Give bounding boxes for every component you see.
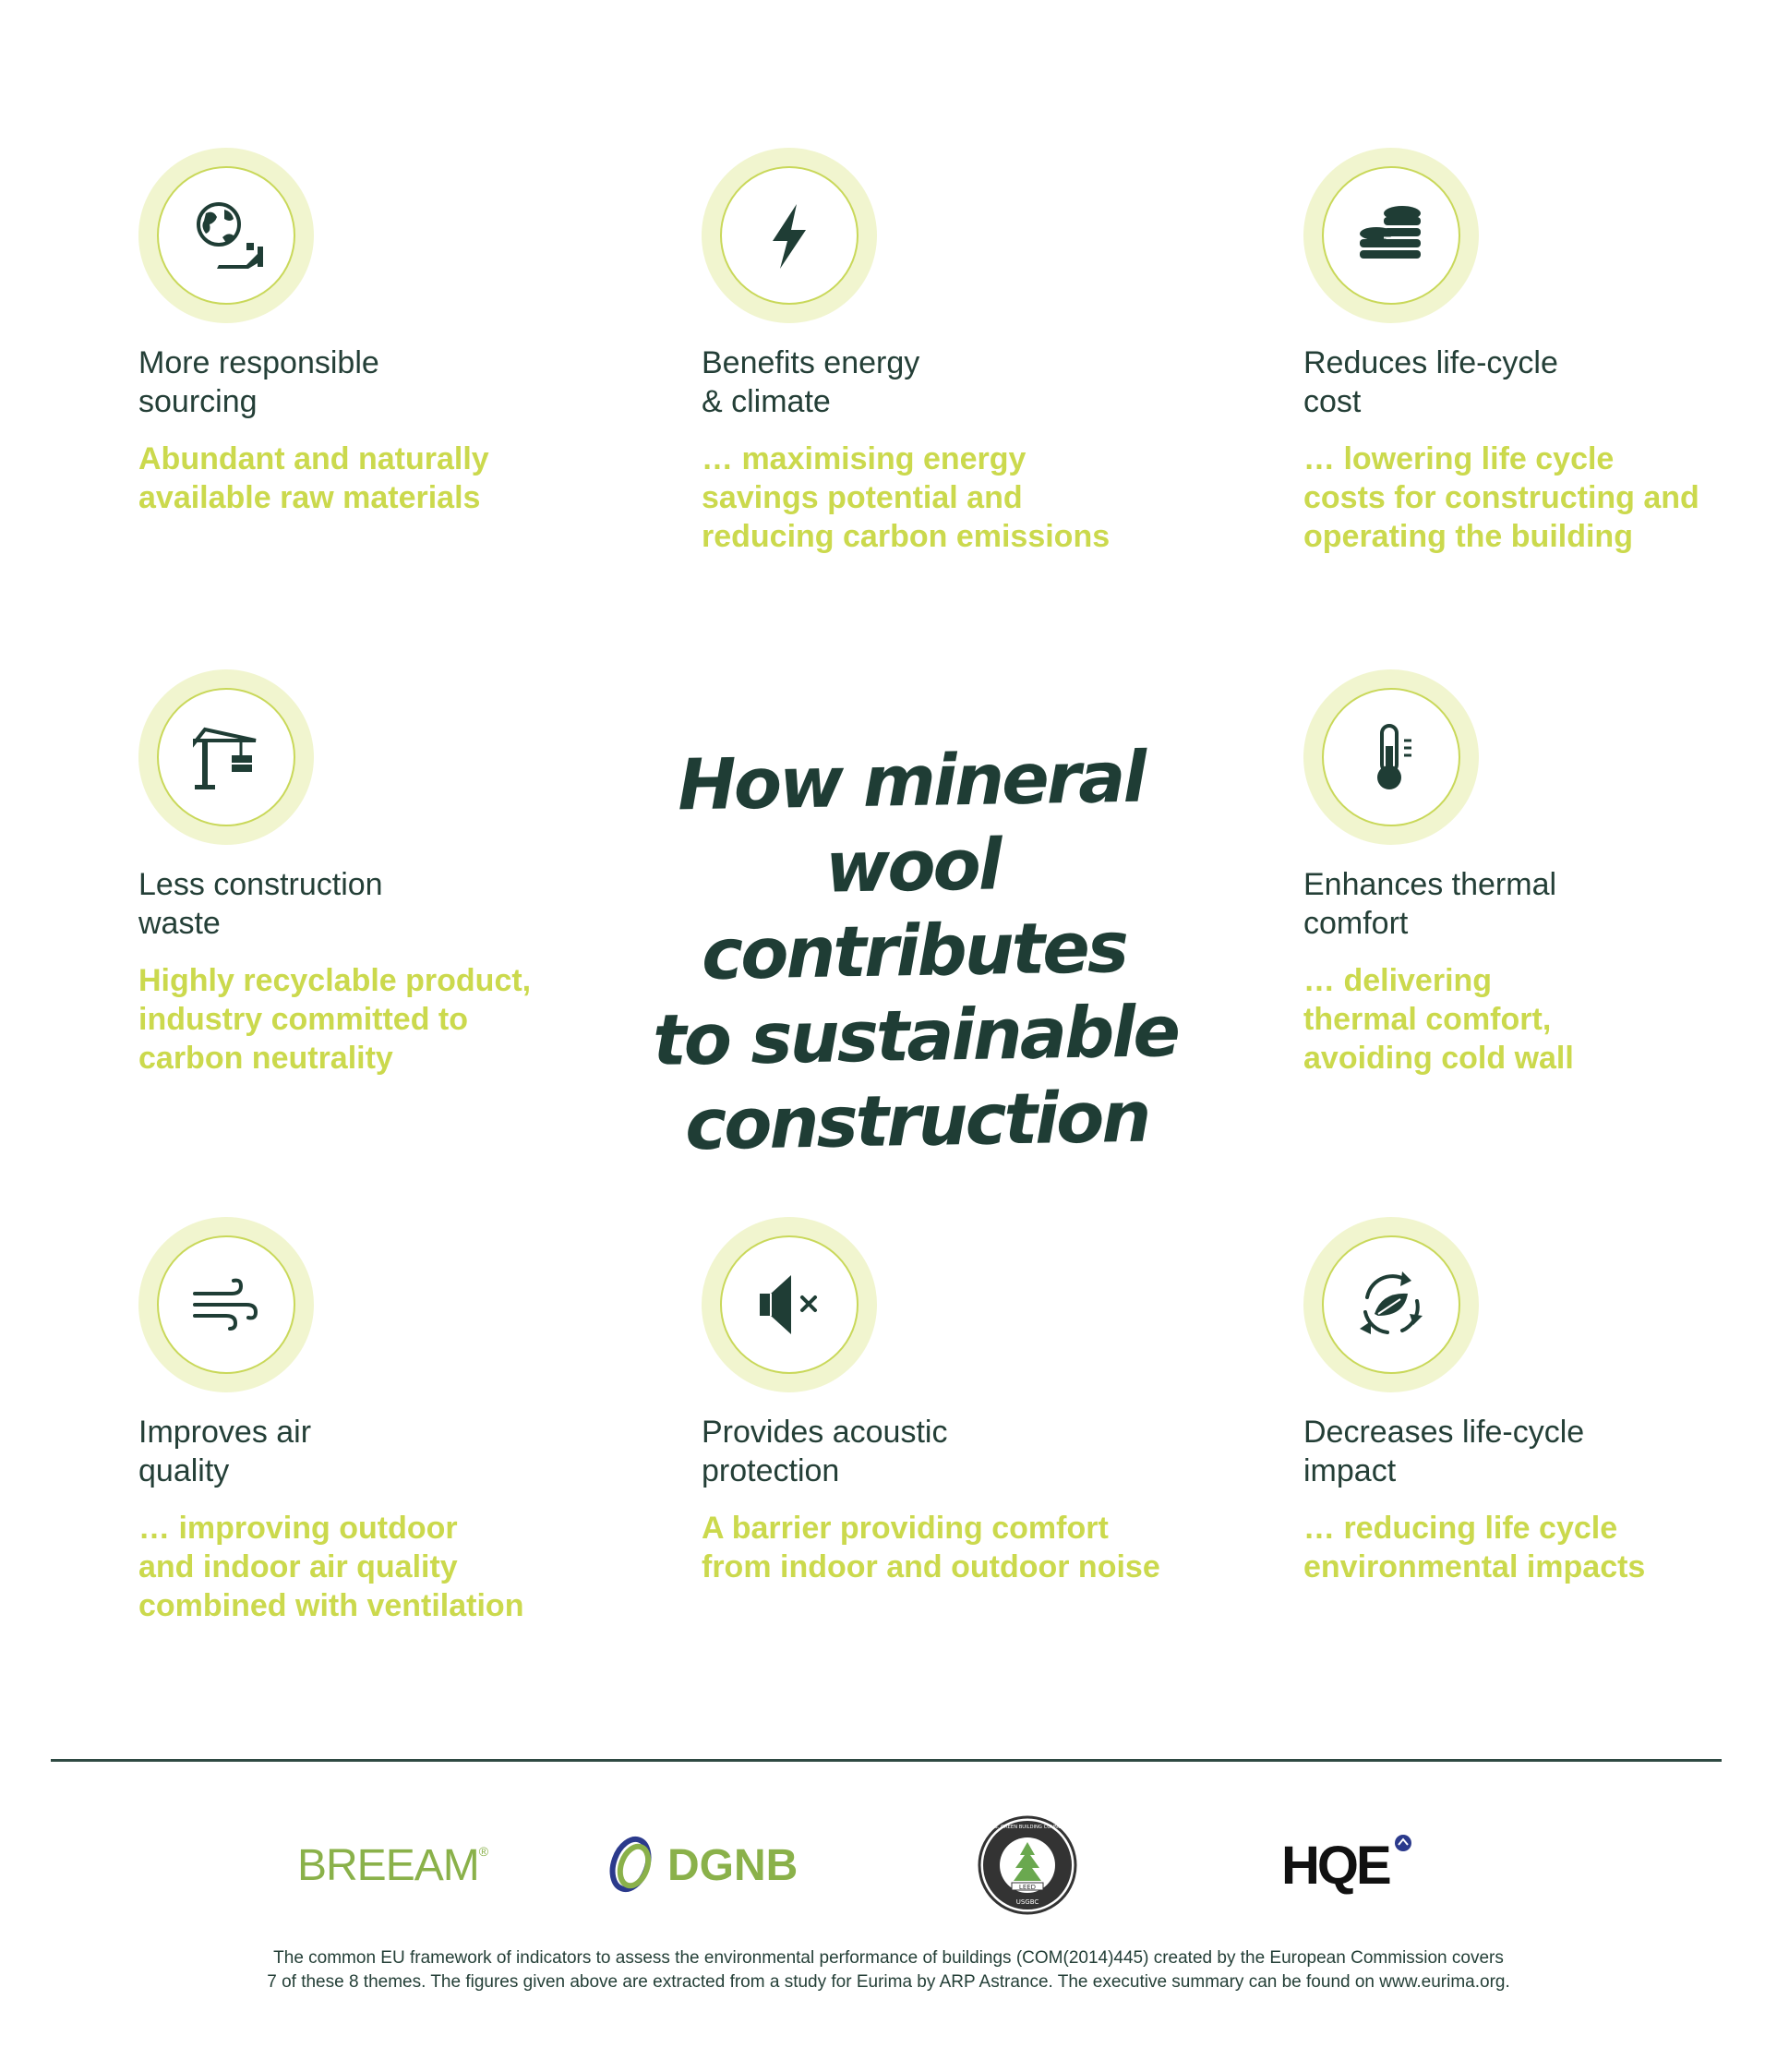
feature-description: … lowering life cycle costs for constructing and operating the building [1303, 441, 1699, 554]
feature-air-quality [138, 1217, 600, 1625]
feature-description: … maximising energy savings potential and reducing carbon emissions [702, 441, 1111, 554]
hqe-mark-icon [1393, 1833, 1413, 1853]
feature-responsible-sourcing [138, 148, 600, 517]
icon-badge [1303, 1217, 1479, 1392]
breeam-logo-text: BREEAM [297, 1840, 479, 1890]
icon-badge [138, 669, 314, 845]
feature-description: … delivering thermal comfort, avoiding cold wall [1303, 963, 1574, 1076]
icon-badge [138, 1217, 314, 1392]
hqe-logo-text: HQE [1281, 1835, 1389, 1896]
leed-ring-text: U.S. GREEN BUILDING COUNCIL [989, 1825, 1066, 1830]
feature-title: Less construction waste [138, 867, 383, 941]
breeam-registered-mark: ® [478, 1844, 489, 1859]
thermometer-icon [1347, 713, 1435, 801]
feature-description: Abundant and naturally available raw materials [138, 441, 489, 515]
feature-title: Benefits energy & climate [702, 345, 920, 419]
feature-title: Improves air quality [138, 1415, 312, 1488]
lightning-icon [745, 191, 834, 280]
icon-badge [1303, 669, 1479, 845]
feature-description: A barrier providing comfort from indoor and outdoor noise [702, 1511, 1160, 1584]
page-title: How mineral wool contributes to sustainable construction [652, 735, 1179, 1166]
leed-usgbc-label: USGBC [1015, 1898, 1039, 1906]
feature-acoustic-protection [702, 1217, 1163, 1586]
leed-logo [977, 1814, 1078, 1916]
hqe-logo [1281, 1814, 1413, 1916]
feature-title: Provides acoustic protection [702, 1415, 948, 1488]
feature-life-cycle-impact [1303, 1217, 1765, 1586]
divider [51, 1759, 1722, 1762]
leed-seal-icon [977, 1814, 1078, 1916]
leed-label: LEED [1018, 1884, 1037, 1891]
feature-description: Highly recyclable product, industry committed to carbon neutrality [138, 963, 532, 1076]
icon-badge [702, 1217, 877, 1392]
feature-title: Reduces life-cycle cost [1303, 345, 1558, 419]
feature-description: … improving outdoor and indoor air quality combined with ventilation [138, 1511, 524, 1623]
dgnb-logo [605, 1814, 798, 1916]
recycle-leaf-icon [1347, 1260, 1435, 1349]
dgnb-swirl-icon [605, 1833, 658, 1897]
feature-description: … reducing life cycle environmental impacts [1303, 1511, 1646, 1584]
footnote: The common EU framework of indicators to assess the environmental performance of buildings (COM(2014)445) created by the European Commission covers 7 of these 8 themes. The figures given above are extracted from a study for Eurima by ARP Astrance. The executive summary can be found on www.eurima.org. [267, 1948, 1510, 1992]
feature-life-cycle-cost [1303, 148, 1765, 556]
icon-badge [702, 148, 877, 323]
speaker-mute-icon [745, 1260, 834, 1349]
feature-construction-waste [138, 669, 600, 1078]
wind-icon [182, 1260, 270, 1349]
breeam-logo [297, 1814, 488, 1916]
dgnb-logo-text: DGNB [667, 1840, 798, 1890]
crane-icon [182, 713, 270, 801]
feature-title: More responsible sourcing [138, 345, 379, 419]
feature-title: Decreases life-cycle impact [1303, 1415, 1585, 1488]
feature-energy-climate [702, 148, 1163, 556]
icon-badge [138, 148, 314, 323]
feature-thermal-comfort [1303, 669, 1765, 1078]
icon-badge [1303, 148, 1479, 323]
feature-title: Enhances thermal comfort [1303, 867, 1557, 941]
globe-hand-icon [182, 191, 270, 280]
coins-icon [1347, 191, 1435, 280]
